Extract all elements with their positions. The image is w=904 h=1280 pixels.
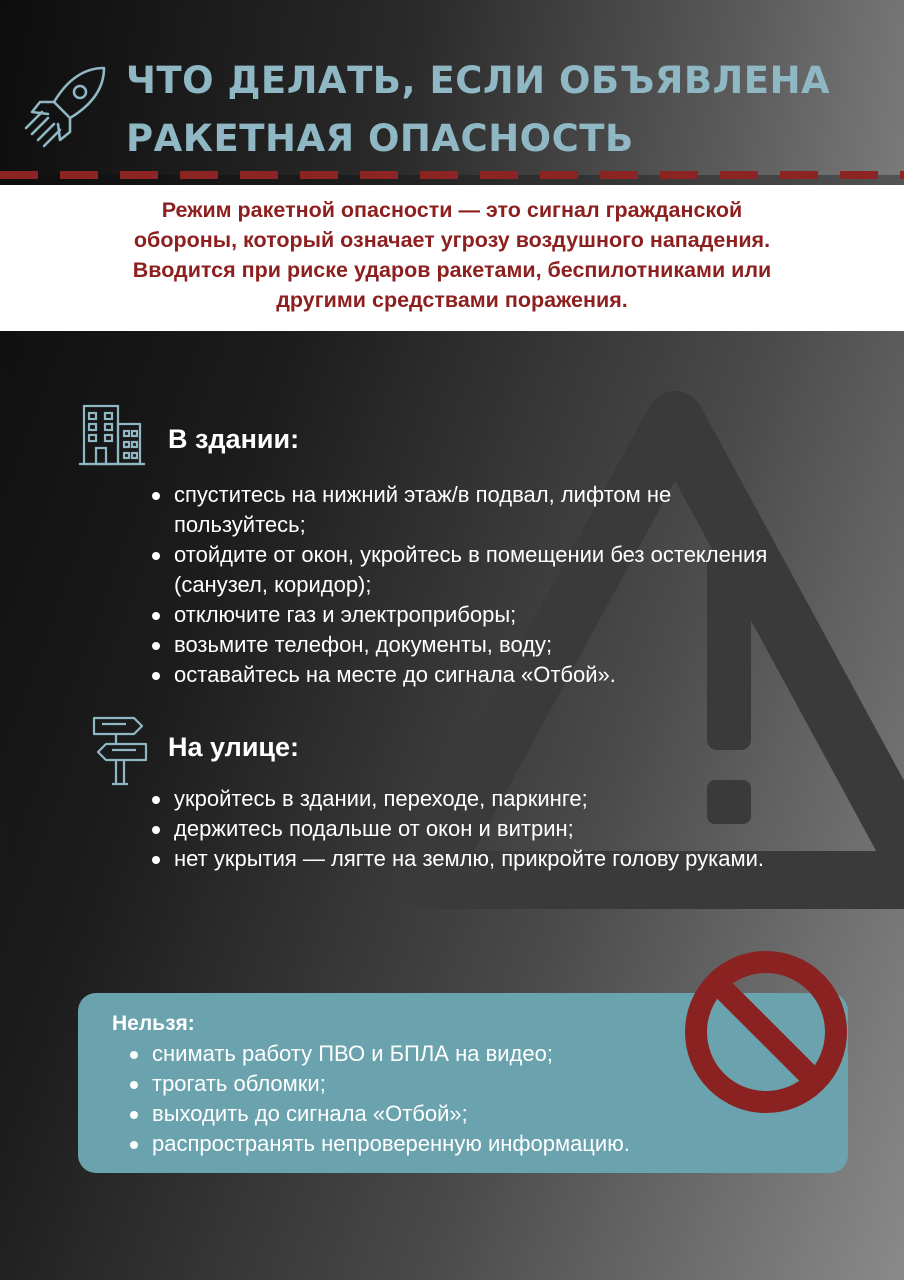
forbidden-heading: Нельзя: [112,1012,195,1035]
intro-line-1: Режим ракетной опасности — это сигнал гражданской [161,198,743,222]
dashed-divider [0,171,904,179]
list-item: оставайтесь на месте до сигнала «Отбой». [148,660,788,690]
building-icon [78,402,146,468]
building-list [148,480,788,690]
rocket-icon [18,62,110,154]
list-item: нет укрытия — лягте на землю, прикройте голову руками. [148,844,788,874]
title-line-1: ЧТО ДЕЛАТЬ, ЕСЛИ ОБЪЯВЛЕНА [126,59,831,102]
list-item: спуститесь на нижний этаж/в подвал, лифтом не пользуйтесь; [148,480,788,540]
title-line-2: РАКЕТНАЯ ОПАСНОСТЬ [126,117,634,160]
outdoors-list [148,784,788,874]
intro-box [0,185,904,331]
outdoors-heading: На улице: [168,732,300,762]
list-item: отключите газ и электроприборы; [148,600,788,630]
building-heading: В здании: [168,424,300,454]
list-item: снимать работу ПВО и БПЛА на видео; [112,1039,848,1069]
list-item: возьмите телефон, документы, воду; [148,630,788,660]
list-item: отойдите от окон, укройтесь в помещении без остекления (санузел, коридор); [148,540,788,600]
intro-line-3: Вводится при риске ударов ракетами, беспилотниками или [132,258,772,282]
list-item: трогать обломки; [112,1069,848,1099]
list-item: распространять непроверенную информацию. [112,1129,848,1159]
prohibited-icon [682,948,850,1116]
intro-line-2: обороны, который означает угрозу воздушного нападения. [133,228,771,252]
list-item: держитесь подальше от окон и витрин; [148,814,788,844]
list-item: укройтесь в здании, переходе, паркинге; [148,784,788,814]
intro-line-4: другими средствами поражения. [276,288,628,312]
signpost-icon [90,714,150,786]
list-item: выходить до сигнала «Отбой»; [112,1099,848,1129]
page-title [126,52,830,168]
